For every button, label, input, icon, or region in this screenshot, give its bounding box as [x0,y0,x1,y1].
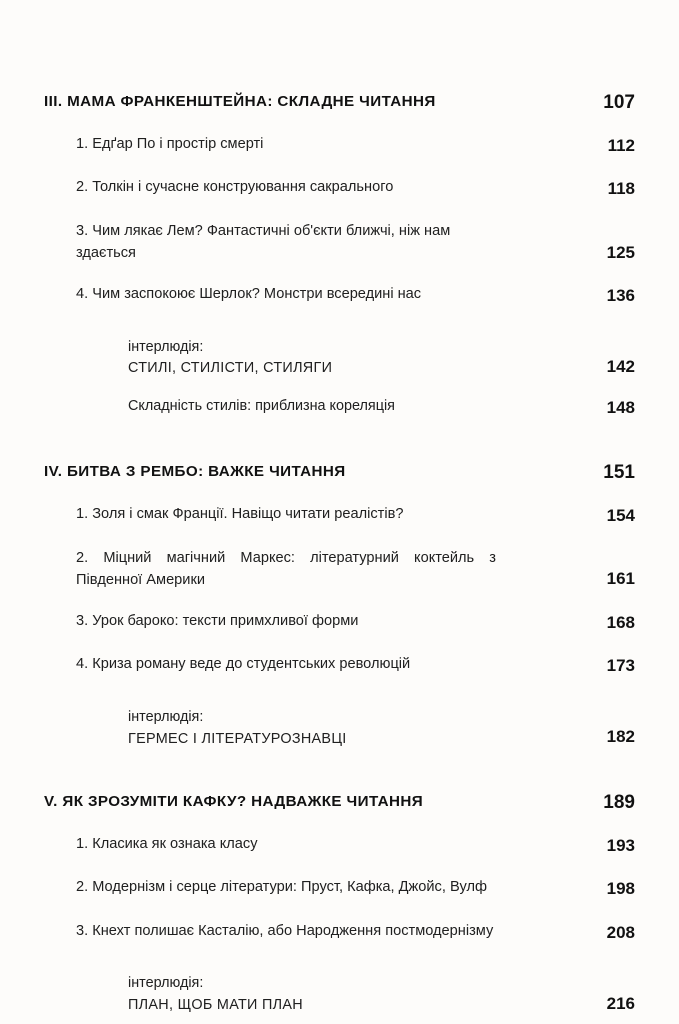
interlude-entry[interactable] [44,973,635,1016]
toc-entry[interactable] [44,547,635,592]
toc-entry[interactable] [44,920,635,946]
toc-entry-page: 112 [607,135,635,155]
interlude-title: ПЛАН, ЩОБ МАТИ ПЛАН [128,997,303,1014]
toc-entry-page: 168 [606,612,635,632]
toc-entry-page: 198 [606,879,635,899]
toc-entry[interactable] [44,653,635,679]
toc-entry-title: 3. Кнехт полишає Касталію, або Народження постмодернізму [76,922,494,939]
toc-entry[interactable] [44,176,635,202]
part-heading-5[interactable] [44,792,635,815]
part-title-5: V. ЯК ЗРОЗУМІТИ КАФКУ? НАДВАЖКЕ ЧИТАННЯ [44,793,424,811]
interlude-text [128,337,332,380]
toc-entry-title: 1. Золя і смак Франції. Навіщо читати реалістів? [76,506,404,523]
toc-entry[interactable] [44,133,635,159]
toc-entry[interactable] [44,833,635,859]
toc-entry[interactable] [44,876,635,902]
toc-entry-title: 4. Чим заспокоює Шерлок? Монстри всередині нас [76,286,422,303]
toc-entry[interactable] [44,610,635,636]
toc-entry-title: 3. Урок бароко: тексти примхливої форми [76,612,359,629]
part-heading-3[interactable] [44,92,635,115]
toc-entry-page: 193 [606,835,635,855]
interlude-page: 182 [606,727,635,747]
toc-entry-title: 3. Чим лякає Лем? Фантастичні об'єкти ближчі, ніж нам здається [76,222,451,262]
interlude-label: інтерлюдія: [128,975,204,992]
toc-entry-page: 125 [606,242,635,262]
toc-entry-page: 173 [606,656,635,676]
toc-entry[interactable] [44,283,635,309]
toc-subentry[interactable] [44,396,635,421]
toc-entry-title: 4. Криза роману веде до студентських революцій [76,656,411,673]
toc-entry-page: 136 [606,286,635,306]
part-title-3: III. МАМА ФРАНКЕНШТЕЙНА: СКЛАДНЕ ЧИТАННЯ [44,93,436,110]
toc-entry-title: 2. Модернізм і серце літератури: Пруст, Кафка, Джойс, Вулф [76,879,488,896]
interlude-page: 142 [606,357,635,377]
toc-entry-page: 118 [607,179,635,199]
interlude-title: ГЕРМЕС І ЛІТЕРАТУРОЗНАВЦІ [128,730,347,747]
toc-entry[interactable] [44,503,635,529]
toc-subentry-page: 148 [606,397,635,417]
toc-entry-title: 1. Класика як ознака класу [76,835,258,852]
interlude-label: інтерлюдія: [128,338,204,355]
interlude-entry[interactable] [44,707,635,750]
part-title-4: IV. БИТВА З РЕМБО: ВАЖКЕ ЧИТАННЯ [44,463,346,481]
part-page-5: 189 [603,792,635,814]
part-heading-4[interactable] [44,462,635,485]
interlude-text [128,973,303,1016]
part-page-4: 151 [603,462,635,484]
toc-entry-page: 161 [606,569,635,589]
toc-subentry-title: Складність стилів: приблизна кореляція [128,397,395,414]
part-page-3: 107 [603,92,635,113]
table-of-contents [44,92,635,1017]
interlude-page: 216 [606,993,635,1013]
toc-entry-title: 1. Едґар По і простір смерті [76,135,264,152]
toc-entry[interactable] [44,220,635,265]
interlude-label: інтерлюдія: [128,708,204,725]
toc-entry-title: 2. Міцний магічний Маркес: літературний коктейль з Південної Америки [76,549,496,589]
toc-entry-page: 154 [606,506,635,526]
interlude-entry[interactable] [44,337,635,380]
toc-entry-page: 208 [606,922,635,942]
interlude-title: СТИЛІ, СТИЛІСТИ, СТИЛЯГИ [128,360,333,377]
interlude-text [128,707,347,750]
toc-entry-title: 2. Толкін і сучасне конструювання сакрального [76,179,394,196]
